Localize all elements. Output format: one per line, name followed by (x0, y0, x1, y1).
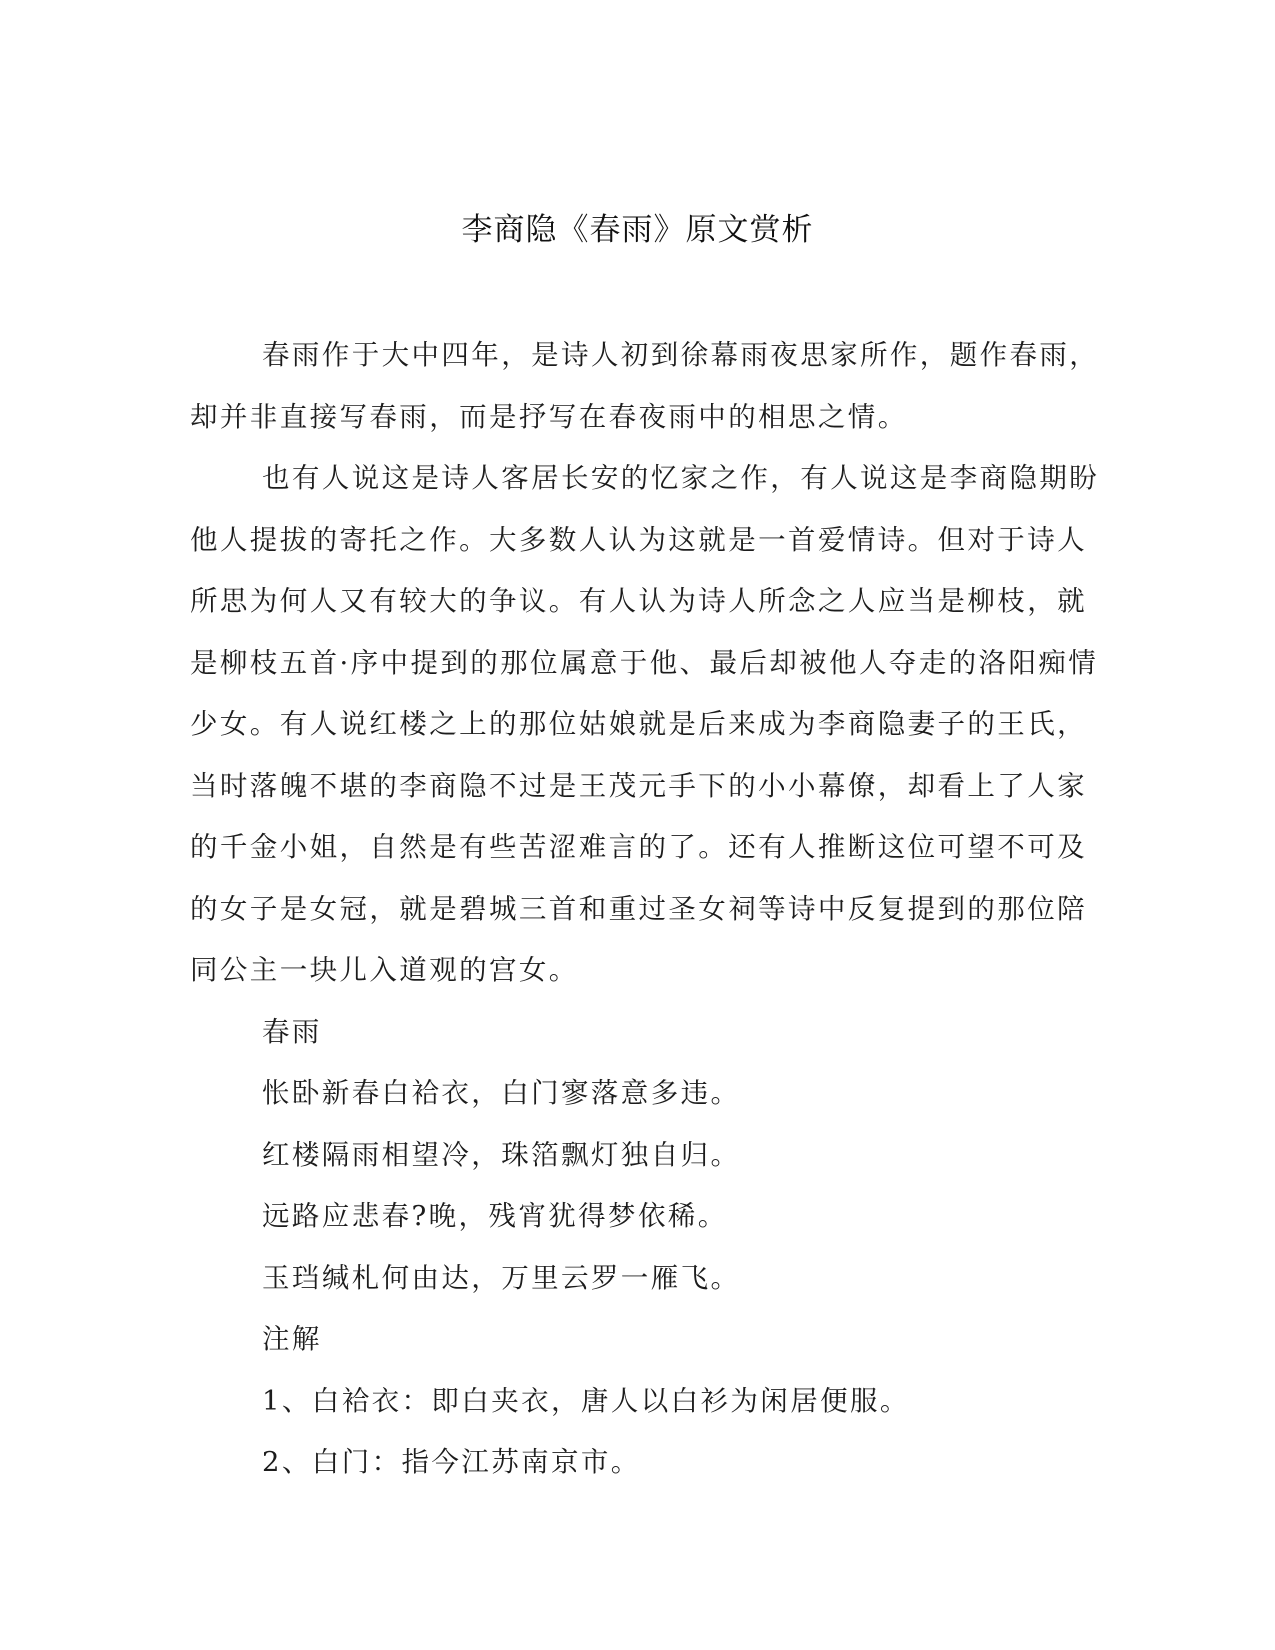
notes-list (190, 1371, 1070, 1494)
poem-line: 远路应悲春?晚，残宵犹得梦依稀。 (262, 1200, 728, 1232)
document-title: 李商隐《春雨》原文赏析 (461, 212, 814, 248)
poem-line: 玉珰缄札何由达，万里云罗一雁飞。 (262, 1261, 741, 1294)
paragraph-line: 春雨作于大中四年，是诗人初到徐幕雨夜思家所作，题作春雨， (262, 339, 1100, 371)
paragraph-line: 也有人说这是诗人客居长安的忆家之作，有人说这是李商隐期盼 (262, 462, 1100, 494)
paragraph-line: 的千金小姐，自然是有些苦涩难言的了。还有人推断这位可望不可及 (190, 831, 1087, 863)
paragraph-1 (190, 325, 1100, 448)
poem (190, 1063, 1070, 1309)
paragraph-line: 是柳枝五首·序中提到的那位属意于他、最后却被他人夺走的洛阳痴情 (190, 646, 1099, 679)
paragraph-line: 少女。有人说红楼之上的那位姑娘就是后来成为李商隐妻子的王氏， (190, 708, 1087, 740)
document-body (190, 325, 1100, 1494)
paragraph-line: 的女子是女冠，就是碧城三首和重过圣女祠等诗中反复提到的那位陪 (190, 892, 1087, 925)
poem-title: 春雨 (262, 1015, 322, 1048)
paragraph-line: 当时落魄不堪的李商隐不过是王茂元手下的小小幕僚，却看上了人家 (190, 769, 1087, 802)
note-item: 1、白袷衣：即白夹衣，唐人以白衫为闲居便服。 (262, 1384, 910, 1417)
paragraph-line: 却并非直接写春雨，而是抒写在春夜雨中的相思之情。 (190, 400, 908, 433)
paragraph-line: 同公主一块儿入道观的宫女。 (190, 954, 579, 986)
paragraph-2 (190, 448, 1100, 1002)
notes-heading: 注解 (262, 1323, 322, 1355)
poem-line: 怅卧新春白袷衣，白门寥落意多违。 (262, 1077, 741, 1109)
paragraph-line: 他人提拔的寄托之作。大多数人认为这就是一首爱情诗。但对于诗人 (190, 523, 1087, 556)
paragraph-line: 所思为何人又有较大的争议。有人认为诗人所念之人应当是柳枝，就 (190, 585, 1087, 617)
note-item: 2、白门：指今江苏南京市。 (262, 1446, 641, 1478)
poem-line: 红楼隔雨相望冷，珠箔飘灯独自归。 (262, 1138, 741, 1171)
